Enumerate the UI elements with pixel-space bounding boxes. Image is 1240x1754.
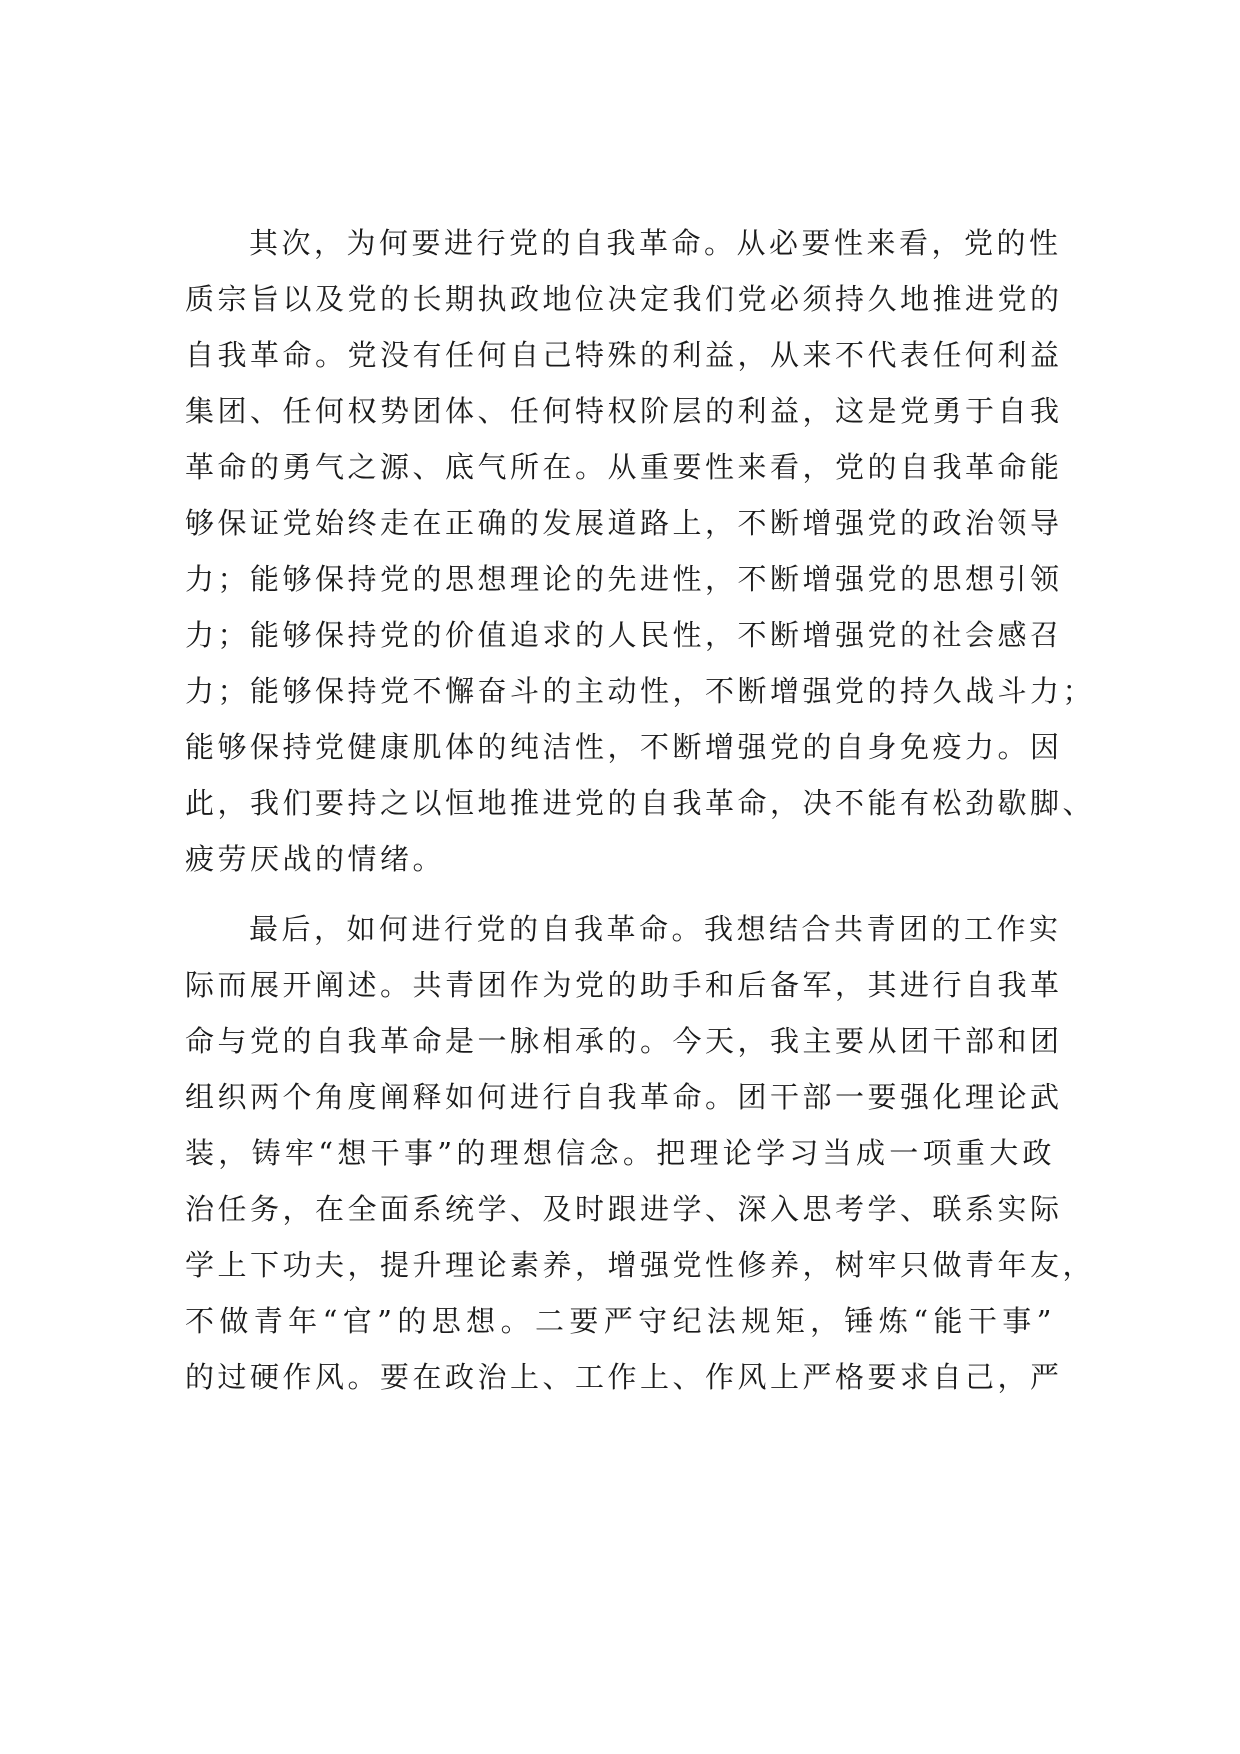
text-line: 疲劳厌战的情绪。 [185,842,446,876]
text-line: 的过硬作风。要在政治上、工作上、作风上严格要求自己，严 [185,1360,1063,1394]
text-line: 治任务，在全面系统学、及时跟进学、深入思考学、联系实际 [185,1192,1063,1226]
text-line: 际而展开阐述。共青团作为党的助手和后备军，其进行自我革 [185,968,1063,1002]
text-line: 革命的勇气之源、底气所在。从重要性来看，党的自我革命能 [185,450,1063,484]
text-line: 力；能够保持党的思想理论的先进性，不断增强党的思想引领 [185,562,1063,596]
text-line: 装，铸牢“想干事”的理想信念。把理论学习当成一项重大政 [185,1136,1055,1170]
text-line: 力；能够保持党不懈奋斗的主动性，不断增强党的持久战斗力； [185,674,1096,708]
text-line: 其次，为何要进行党的自我革命。从必要性来看，党的性 [249,226,1062,260]
text-line: 此，我们要持之以恒地推进党的自我革命，决不能有松劲歇脚、 [185,786,1096,820]
text-line: 质宗旨以及党的长期执政地位决定我们党必须持久地推进党的 [185,282,1063,316]
text-line: 集团、任何权势团体、任何特权阶层的利益，这是党勇于自我 [185,394,1063,428]
text-line: 自我革命。党没有任何自己特殊的利益，从来不代表任何利益 [185,338,1063,372]
paragraph-finally-how [185,901,1096,1405]
text-line: 最后，如何进行党的自我革命。我想结合共青团的工作实 [249,912,1062,946]
document-body [185,215,1096,1405]
text-line: 不做青年“官”的思想。二要严守纪法规矩，锤炼“能干事” [185,1304,1055,1338]
text-line: 组织两个角度阐释如何进行自我革命。团干部一要强化理论武 [185,1080,1063,1114]
paragraph-second-why [185,215,1096,887]
text-line: 命与党的自我革命是一脉相承的。今天，我主要从团干部和团 [185,1024,1063,1058]
text-line: 力；能够保持党的价值追求的人民性，不断增强党的社会感召 [185,618,1063,652]
text-line: 够保证党始终走在正确的发展道路上，不断增强党的政治领导 [185,506,1063,540]
text-line: 学上下功夫，提升理论素养，增强党性修养，树牢只做青年友， [185,1248,1096,1282]
text-line: 能够保持党健康肌体的纯洁性，不断增强党的自身免疫力。因 [185,730,1063,764]
